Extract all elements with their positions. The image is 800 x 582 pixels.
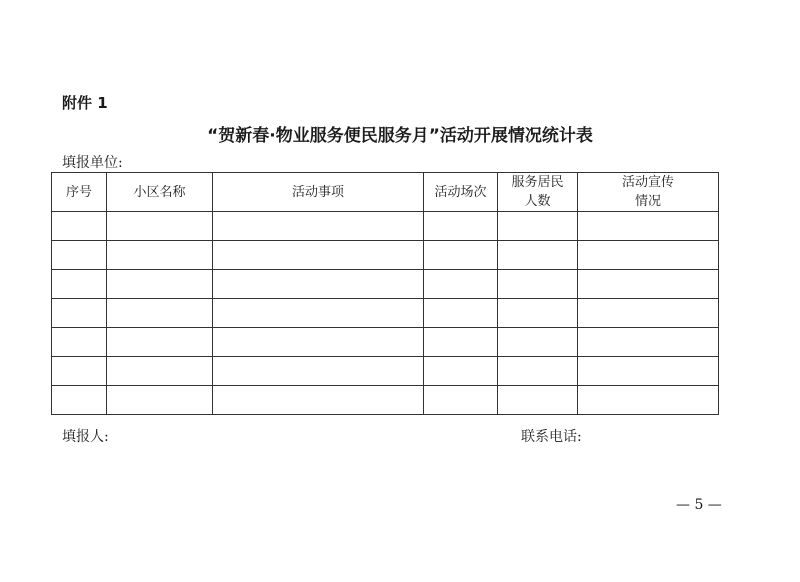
table-cell[interactable]: [107, 270, 213, 299]
header-label: 小区名称: [133, 184, 186, 200]
table-cell[interactable]: [52, 357, 107, 386]
table-cell[interactable]: [52, 299, 107, 328]
table-cell[interactable]: [52, 328, 107, 357]
header-activity-items: [213, 173, 424, 212]
table-row: [52, 299, 719, 328]
filler-label: 填报人:: [62, 429, 109, 445]
table-row: [52, 328, 719, 357]
page-number: — 5 —: [676, 497, 722, 513]
table-cell[interactable]: [213, 270, 424, 299]
table-cell[interactable]: [498, 386, 578, 415]
table-cell[interactable]: [424, 270, 498, 299]
table-cell[interactable]: [498, 241, 578, 270]
table-header-row: [52, 173, 719, 212]
table-cell[interactable]: [424, 386, 498, 415]
table-cell[interactable]: [424, 299, 498, 328]
table-cell[interactable]: [578, 299, 719, 328]
table-cell[interactable]: [498, 299, 578, 328]
table-row: [52, 212, 719, 241]
table-cell[interactable]: [578, 212, 719, 241]
table-body: [52, 212, 719, 415]
table-cell[interactable]: [578, 357, 719, 386]
table-cell[interactable]: [578, 328, 719, 357]
table-row: [52, 386, 719, 415]
table-cell[interactable]: [424, 357, 498, 386]
table-cell[interactable]: [213, 212, 424, 241]
table-cell[interactable]: [498, 212, 578, 241]
table-cell[interactable]: [578, 241, 719, 270]
table-row: [52, 270, 719, 299]
attachment-label: 附件 1: [62, 94, 108, 112]
header-serial-number: [52, 173, 107, 212]
table-cell[interactable]: [107, 299, 213, 328]
table-cell[interactable]: [213, 386, 424, 415]
table-cell[interactable]: [107, 357, 213, 386]
header-publicity-status: [578, 173, 719, 212]
table-cell[interactable]: [107, 386, 213, 415]
table-cell[interactable]: [213, 299, 424, 328]
table-cell[interactable]: [52, 386, 107, 415]
header-label: 活动宣传 情况: [621, 175, 674, 209]
table-cell[interactable]: [213, 241, 424, 270]
table-row: [52, 357, 719, 386]
page-title: “贺新春·物业服务便民服务月”活动开展情况统计表: [207, 126, 593, 146]
header-community-name: [107, 173, 213, 212]
statistics-table: [51, 172, 719, 415]
table-cell[interactable]: [578, 270, 719, 299]
header-label: 活动场次: [434, 184, 487, 200]
header-activity-sessions: [424, 173, 498, 212]
table-cell[interactable]: [107, 212, 213, 241]
table-cell[interactable]: [213, 357, 424, 386]
table-cell[interactable]: [424, 212, 498, 241]
table-cell[interactable]: [424, 241, 498, 270]
table-row: [52, 241, 719, 270]
table-cell[interactable]: [498, 357, 578, 386]
header-label: 服务居民 人数: [511, 175, 564, 209]
table-cell[interactable]: [213, 328, 424, 357]
table-cell[interactable]: [107, 328, 213, 357]
table-cell[interactable]: [52, 241, 107, 270]
contact-phone-label: 联系电话:: [521, 429, 582, 445]
table-cell[interactable]: [498, 328, 578, 357]
header-label: 活动事项: [291, 184, 344, 200]
table-cell[interactable]: [578, 386, 719, 415]
header-residents-served: [498, 173, 578, 212]
table-cell[interactable]: [107, 241, 213, 270]
fill-unit-label: 填报单位:: [62, 155, 123, 171]
header-label: 序号: [65, 184, 92, 200]
table-cell[interactable]: [424, 328, 498, 357]
table-cell[interactable]: [52, 212, 107, 241]
table-cell[interactable]: [498, 270, 578, 299]
table-cell[interactable]: [52, 270, 107, 299]
